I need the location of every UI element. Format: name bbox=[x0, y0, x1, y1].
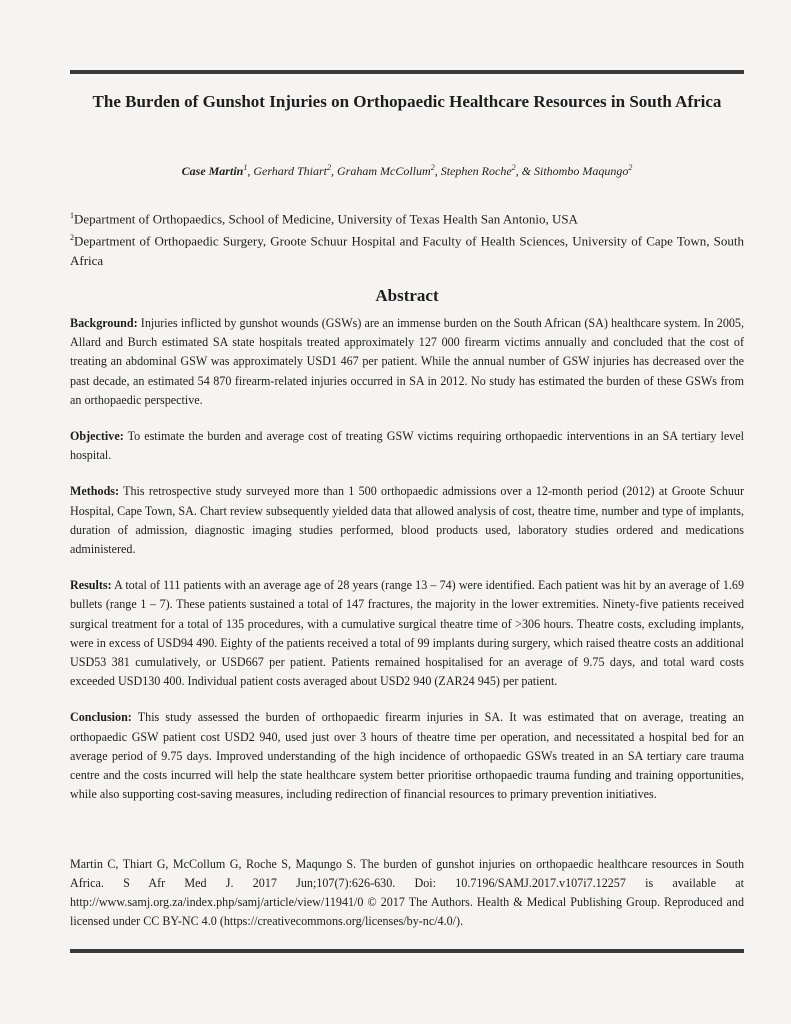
abstract-methods: Methods: This retrospective study surveyed more than 1 500 orthopaedic admissions over a 12-month period (2012) at Groote Schuur Hospital, Cape Town, SA. Chart review subsequently yielded data that allowed analysis of cost, theatre time, number and type of implants, duration of admission, diagnostic imaging studies performed, blood products used, laboratory studies ordered and medications administered. bbox=[70, 484, 744, 557]
author: Case Martin$^1$, bbox=[181, 163, 254, 178]
paper-title: The Burden of Gunshot Injuries on Orthopaedic Healthcare Resources in South Africa bbox=[92, 92, 722, 111]
abstract-heading: Abstract bbox=[375, 286, 439, 305]
author: Graham McCollum$^2$, bbox=[337, 163, 441, 178]
author: Stephen Roche$^2$, & bbox=[440, 163, 534, 178]
affiliation: $^2$Department of Orthopaedic Surgery, Groote Schuur Hospital and Faculty of Health Sciences, University of Cape Town, South Africa bbox=[70, 233, 744, 268]
author: Gerhard Thiart$^2$, bbox=[253, 163, 338, 178]
abstract-conclusion: Conclusion: This study assessed the burden of orthopaedic firearm injuries in SA. It was estimated that on average, treating an orthopaedic GSW patient cost USD2 940, used just over 3 hours of theatre time per operation, and necessitated a hospital bed for an average period of 9.75 days. Improved understanding of the high incidence of orthopaedic GSWs treated in an SA tertiary care trauma centre and the costs incurred will help the state healthcare system better prioritise orthopaedic trauma funding and training opportunities, while also supporting cost-saving measures, including redirection of financial resources to primary prevention initiatives. bbox=[70, 710, 745, 802]
abstract-results: Results: A total of 111 patients with an average age of 28 years (range 13 – 74) were identified. Each patient was hit by an average of 1.69 bullets (range 1 – 7). These patients sustained a total of 147 fractures, the majority in the lower extremities. Ninety-five patients received surgical treatment for a total of 135 procedures, with a cumulative surgical theatre time of >306 hours. Theatre costs, excluding implants, were in excess of USD94 490. Eighty of the patients received a total of 99 implants during surgery, which raised theatre costs an additional USD53 381 cumulatively, or USD667 per patient. Patients remained hospitalised for an average of 9.75 days, and total ward costs exceeded USD130 400. Individual patient costs averaged about USD2 940 (ZAR24 945) per patient. bbox=[70, 578, 744, 689]
abstract-background: Background: Injuries inflicted by gunshot wounds (GSWs) are an immense burden on the South African (SA) healthcare system. In 2005, Allard and Burch estimated SA state hospitals treated approximately 127 000 firearm victims annually and concluded that the cost of treating an abdominal GSW was approximately USD1 467 per patient. While the annual number of GSW injuries has decreased over the past decade, an estimated 54 870 firearm-related injuries occurred in SA in 2012. No study has estimated the burden of these GSWs from an orthopaedic perspective. bbox=[70, 316, 744, 407]
bottom-rule bbox=[70, 949, 744, 953]
top-rule bbox=[70, 70, 744, 74]
affiliations bbox=[70, 206, 744, 270]
abstract-objective: Objective: To estimate the burden and average cost of treating GSW victims requiring orthopaedic interventions in an SA tertiary level hospital. bbox=[70, 429, 744, 463]
citation: Martin C, Thiart G, McCollum G, Roche S, Maqungo S. The burden of gunshot injuries on orthopaedic healthcare resources in South Africa. S Afr Med J. 2017 Jun;107(7):626-630. Doi: 10.7196/SAMJ.2017.v107i7.12257 is available at http://www.samj.org.za/index.php/samj/article/view/11941/0 © 2017 The Authors. Health & Medical Publishing Group. Reproduced and licensed under CC BY-NC 4.0 (https://creativecommons.org/licenses/by-nc/4.0/). bbox=[70, 857, 744, 928]
author: Sithombo Maqungo$^2$ bbox=[534, 163, 633, 178]
author-list bbox=[70, 163, 744, 179]
affiliation: $^1$Department of Orthopaedics, School of Medicine, University of Texas Health San Antonio, USA bbox=[70, 211, 578, 227]
abstract-body bbox=[70, 314, 744, 821]
